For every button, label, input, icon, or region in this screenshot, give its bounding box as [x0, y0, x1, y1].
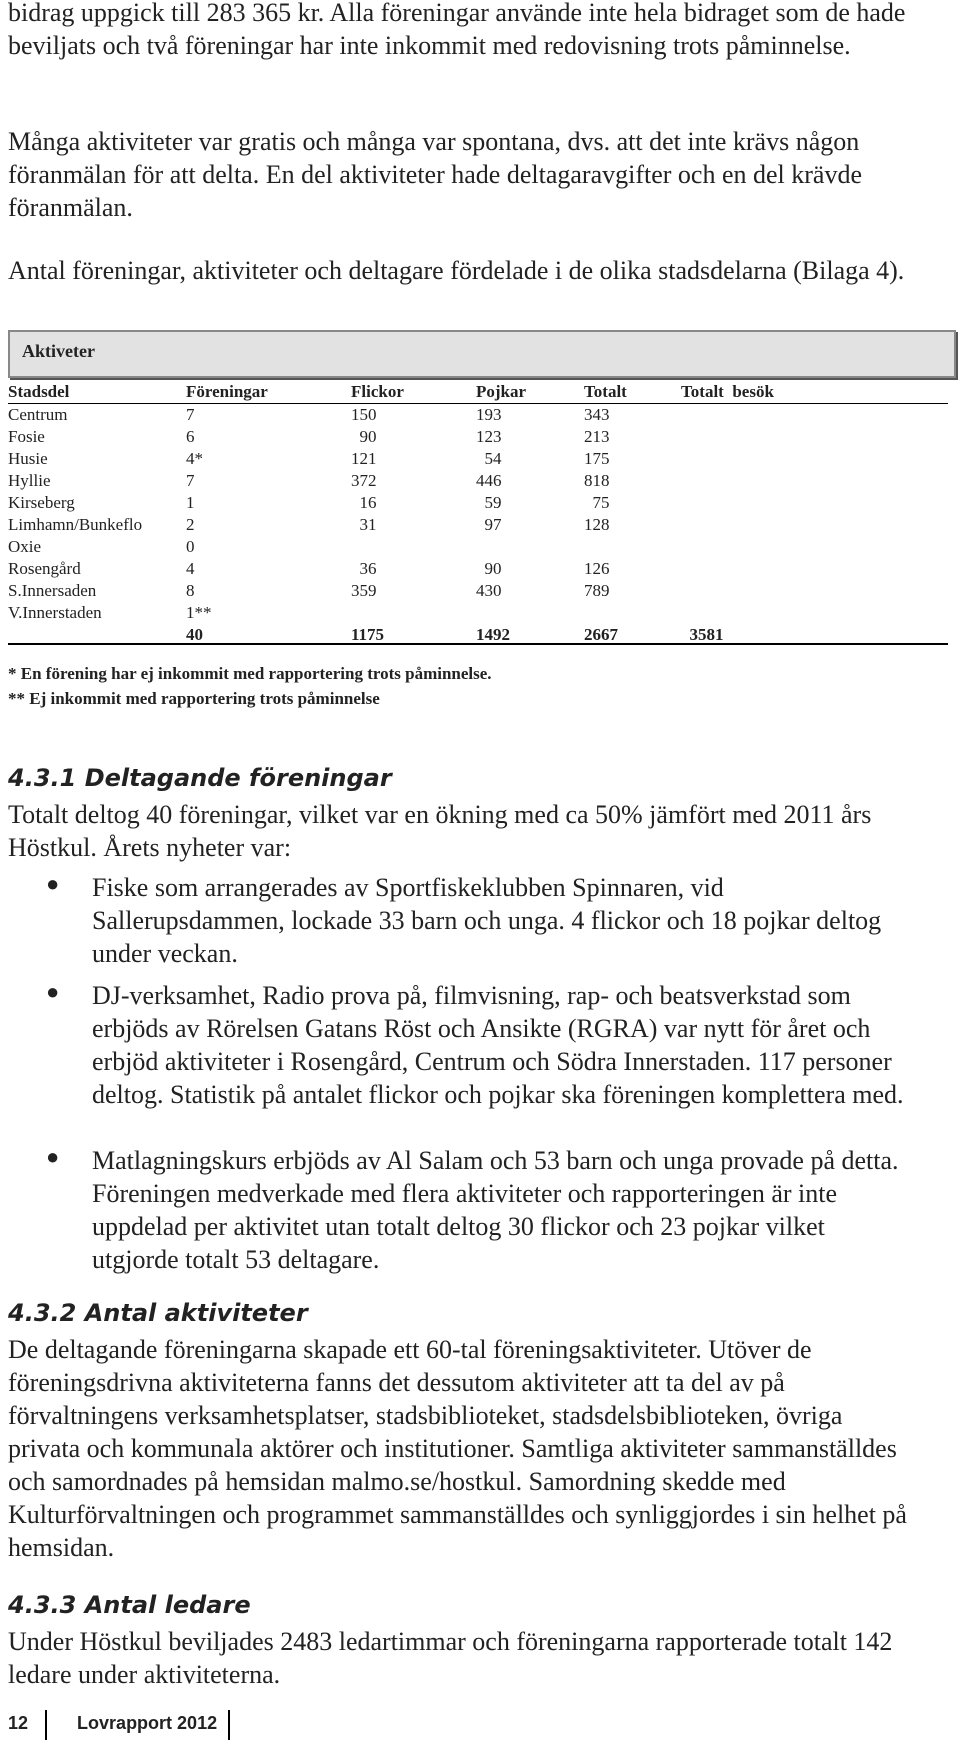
table-cell: 343 [584, 405, 610, 424]
table-cell: Fosie [8, 427, 45, 446]
section-text: Under Höstkul beviljades 2483 ledartimmar och föreningarna rapporterade totalt 142 ledare under aktiviteterna. [8, 1627, 893, 1689]
section-text: De deltagande föreningarna skapade ett 60-tal föreningsaktiviteter. Utöver de föreningsdrivna aktiviteterna fanns det dessutom aktiviteter att ta del av på förvaltningens verksamhetsplatser, stadsbiblioteket, stadsdelsbiblioteken, övriga privata och kommunala aktörer och institutioner. Samtliga aktiviteter sammanställdes och samordnades på hemsidan malmo.se/hostkul. Samordning skedde med Kulturförvaltningen och programmet sammanställdes och synliggjordes i sin helhet på hemsidan. [8, 1335, 907, 1562]
table-cell: 123 [476, 427, 502, 446]
header-cell: Flickor [351, 382, 404, 401]
table-cell: 1** [186, 603, 212, 622]
table-cell: 446 [476, 471, 502, 490]
table-cell: 8 [186, 581, 195, 600]
table-cell: 126 [584, 559, 610, 578]
table-cell: 128 [584, 515, 610, 534]
total-cell: 1175 [351, 625, 385, 644]
activities-table [8, 381, 948, 646]
table-cell: 36 [351, 559, 377, 578]
table-row [8, 558, 948, 580]
total-cell: 3581 [681, 625, 724, 644]
table-cell: 150 [351, 405, 377, 424]
bullet-icon: ● [46, 1144, 60, 1169]
header-cell: Totalt [584, 382, 627, 401]
bullet-item: Matlagningskurs erbjöds av Al Salam och 53 barn och unga provade på detta. Föreningen medverkade med flera aktiviteter och rapporteringen är inte uppdelad per aktivitet utan totalt deltog 30 flickor och 23 pojkar vilket utgjorde totalt 53 deltagare. [92, 1146, 899, 1274]
table-cell: Husie [8, 449, 48, 468]
footer-title: Lovrapport 2012 [77, 1713, 218, 1733]
bullet-icon: ● [46, 871, 60, 896]
table-row [8, 448, 948, 470]
table-cell: 430 [476, 581, 502, 600]
table-cell: 7 [186, 471, 195, 490]
header-cell: Föreningar [186, 382, 268, 401]
table-row [8, 426, 948, 448]
table-cell: 121 [351, 449, 377, 468]
table-cell: 0 [186, 537, 195, 556]
table-row [8, 470, 948, 492]
bullet-icon: ● [46, 979, 60, 1004]
table-row [8, 536, 948, 558]
table-caption-box [8, 330, 956, 378]
table-cell: 372 [351, 471, 377, 490]
table-cell: 213 [584, 427, 610, 446]
table-cell: 75 [584, 493, 610, 512]
section-heading: 4.3.1 Deltagande föreningar [8, 764, 392, 792]
table-cell: 90 [351, 427, 377, 446]
table-cell: Hyllie [8, 471, 51, 490]
table-header-row [8, 381, 948, 404]
paragraph-aktiviteter: Många aktiviteter var gratis och många var spontana, dvs. att det inte krävs någon föranmälan för att delta. En del aktiviteter hade deltagaravgifter och en del krävde föranmälan. [8, 127, 862, 222]
total-cell: 1492 [476, 625, 510, 644]
table-row [8, 514, 948, 536]
table-caption: Aktiveter [22, 341, 95, 361]
table-row [8, 492, 948, 514]
table-row [8, 404, 948, 426]
header-cell: Stadsdel [8, 382, 70, 401]
total-cell: 2667 [584, 625, 618, 644]
paragraph-bidrag: bidrag uppgick till 283 365 kr. Alla föreningar använde inte hela bidraget som de hade beviljats och två föreningar har inte inkommit med redovisning trots påminnelse. [8, 0, 906, 60]
table-cell: 4* [186, 449, 203, 468]
page-number: 12 [8, 1713, 29, 1733]
footer-divider [228, 1710, 230, 1740]
table-cell: 175 [584, 449, 610, 468]
page-footer [8, 1713, 217, 1734]
section-intro: Totalt deltog 40 föreningar, vilket var en ökning med ca 50% jämfört med 2011 års Höstkul. Årets nyheter var: [8, 800, 872, 862]
table-cell: 6 [186, 427, 195, 446]
paragraph-table-intro: Antal föreningar, aktiviteter och deltagare fördelade i de olika stadsdelarna (Bilaga 4). [8, 256, 905, 285]
header-cell: Totalt besök [681, 382, 774, 401]
table-cell: 16 [351, 493, 377, 512]
table-row [8, 602, 948, 624]
section-heading: 4.3.2 Antal aktiviteter [8, 1299, 308, 1327]
table-cell: 59 [476, 493, 502, 512]
total-cell: 40 [186, 625, 203, 644]
table-cell: 90 [476, 559, 502, 578]
bullet-item: DJ-verksamhet, Radio prova på, filmvisning, rap- och beatsverkstad som erbjöds av Rörelsen Gatans Röst och Ansikte (RGRA) var nytt för året och erbjöd aktiviteter i Rosengård, Centrum och Södra Innerstaden. 117 personer deltog. Statistik på antalet flickor och pojkar ska föreningen komplettera med. [92, 981, 904, 1109]
table-cell: 7 [186, 405, 195, 424]
table-cell: 1 [186, 493, 195, 512]
table-cell: S.Innersaden [8, 581, 97, 600]
table-bottom-rule [8, 643, 948, 645]
table-cell: 359 [351, 581, 377, 600]
header-cell: Pojkar [476, 382, 527, 401]
table-cell: 2 [186, 515, 195, 534]
table-note: ** Ej inkommit med rapportering trots påminnelse [8, 689, 380, 708]
table-cell: Rosengård [8, 559, 81, 578]
table-cell: V.Innerstaden [8, 603, 102, 622]
table-cell: Limhamn/Bunkeflo [8, 515, 143, 534]
table-row [8, 580, 948, 602]
table-note: * En förening har ej inkommit med rapportering trots påminnelse. [8, 664, 492, 683]
table-cell: 193 [476, 405, 502, 424]
table-cell: 54 [476, 449, 502, 468]
table-cell: 97 [476, 515, 502, 534]
table-cell: 818 [584, 471, 610, 490]
table-cell: Kirseberg [8, 493, 75, 512]
section-heading: 4.3.3 Antal ledare [8, 1591, 251, 1619]
table-cell: Centrum [8, 405, 68, 424]
table-cell: 31 [351, 515, 377, 534]
table-cell: 4 [186, 559, 195, 578]
bullet-item: Fiske som arrangerades av Sportfiskeklubben Spinnaren, vid Sallerupsdammen, lockade 33 barn och unga. 4 flickor och 18 pojkar deltog under veckan. [92, 873, 882, 968]
table-cell: 789 [584, 581, 610, 600]
table-cell: Oxie [8, 537, 42, 556]
